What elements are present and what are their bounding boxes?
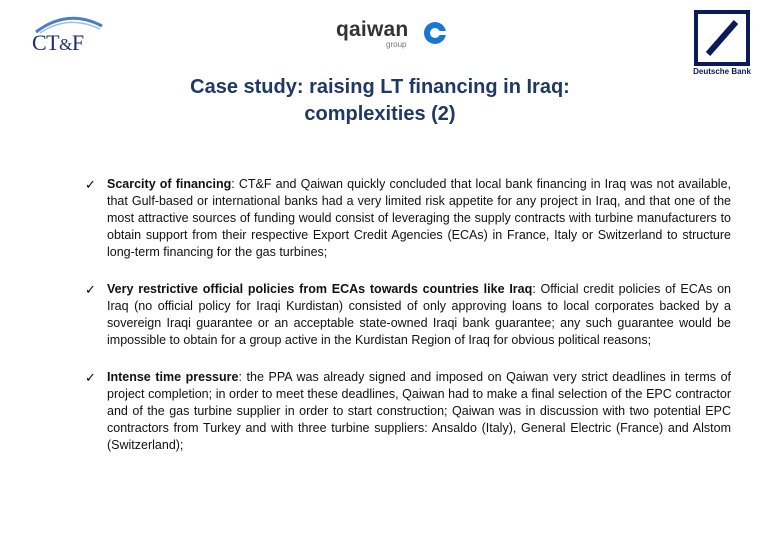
checkmark-icon: ✓ <box>85 177 96 192</box>
bullet-item <box>83 369 731 454</box>
page-title-line-2: complexities (2) <box>304 103 456 125</box>
bullet-item <box>83 176 731 261</box>
bullet-body: : the PPA was already signed and imposed on Qaiwan very strict deadlines in terms of project completion; in order to meet these deadlines, Qaiwan had to make a final selection of the EPC contractor and of the gas turbine supplier in order to start construction; Qaiwan was in discussion with two potential EPC contractors from Turkey and with three turbine suppliers: Ansaldo (Italy), General Electric (France) and Alstom (Switzerland); <box>107 370 731 452</box>
deutsche-bank-logo-icon <box>694 10 750 66</box>
bullet-body: : Official credit policies of ECAs on Iraq (no official policy for Iraqi Kurdistan) consisted of only approving loans to local corporates backed by a sovereign Iraqi guarantee or an acceptable state-owned Iraqi bank guarantee; any such guarantee would be impossible to obtain for a group active in the Kurdistan Region of Iraq for obvious political reasons; <box>107 282 732 347</box>
bullet-text <box>107 281 731 349</box>
bullet-body: : CT&F and Qaiwan quickly concluded that local bank financing in Iraq was not available, that Gulf-based or international banks had a very limited risk appetite for any project in Iraq, and that one of the most attractive sources of funding would consist of leveraging the supply contracts with turbine manufacturers to obtain support from their respective Export Credit Agencies (ECAs) in France, Italy or Switzerland to structure long-term financing for the gas turbines; <box>107 177 731 259</box>
bullet-item <box>83 281 731 349</box>
deutsche-bank-name: Deutsche Bank <box>693 67 751 76</box>
qaiwan-logo-word: qaiwan <box>336 18 409 41</box>
bullet-text <box>107 369 731 454</box>
qaiwan-logo <box>336 18 451 52</box>
page-title <box>120 74 640 128</box>
checkmark-icon: ✓ <box>85 370 96 385</box>
qaiwan-logo-sub: group <box>386 40 407 49</box>
qaiwan-mark-icon <box>423 21 447 45</box>
bullet-lead: Very restrictive official policies from ECAs towards countries like Iraq <box>107 282 533 296</box>
checkmark-icon: ✓ <box>85 282 96 297</box>
page-title-line-1: Case study: raising LT financing in Iraq: <box>190 76 570 98</box>
ctf-logo-text: CT&F <box>32 30 84 55</box>
bullet-list <box>83 176 731 474</box>
bullet-lead: Scarcity of financing <box>107 177 232 191</box>
bullet-text <box>107 176 731 261</box>
ctf-logo <box>30 12 110 54</box>
bullet-lead: Intense time pressure <box>107 370 239 384</box>
